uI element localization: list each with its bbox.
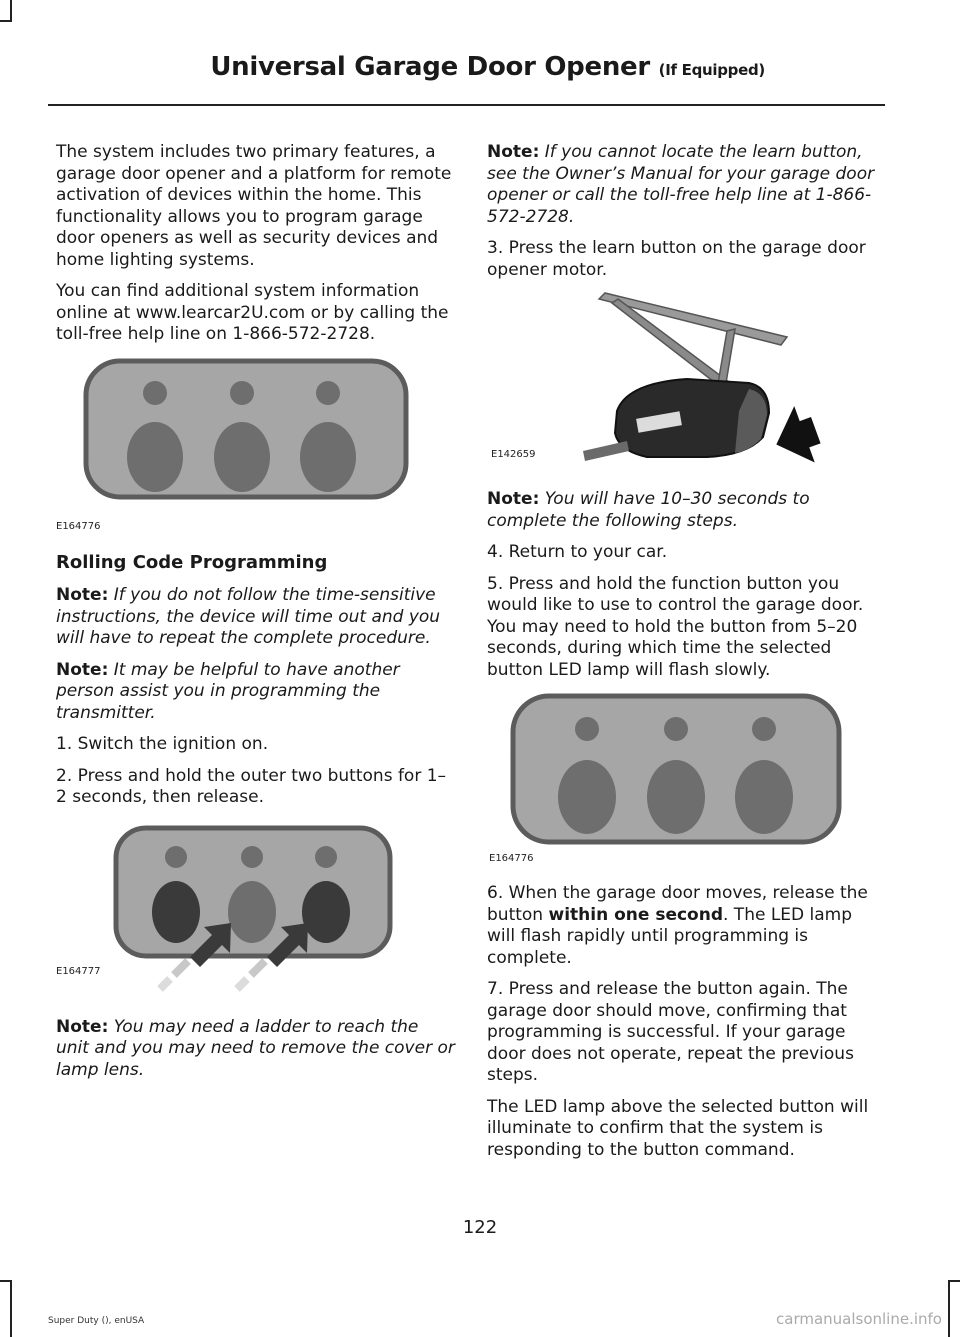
crop-mark: [10, 0, 12, 20]
led-indicator-icon: [315, 846, 337, 868]
opener-motor-illustration: [487, 291, 881, 475]
step-4: 4. Return to your car.: [487, 542, 668, 562]
arrow-pointer-icon: [766, 402, 826, 473]
crop-mark: [0, 20, 12, 22]
note-text: It may be helpful to have another person assist you in programming the transmitter.: [56, 659, 400, 723]
led-indicator-icon: [664, 717, 688, 741]
step-2: 2. Press and hold the outer two buttons for 1–2 seconds, then release.: [56, 765, 447, 807]
step-1: 1. Switch the ignition on.: [56, 734, 269, 754]
figure-code: E164776: [56, 521, 101, 532]
figure-code: E164776: [489, 852, 534, 864]
note-label: Note:: [56, 659, 109, 680]
left-column: [56, 142, 456, 1091]
led-indicator-icon: [230, 381, 254, 405]
right-column: [487, 142, 881, 1171]
crop-mark: [10, 1280, 12, 1337]
step-6-text-end: . The LED lamp will flash rapidly until programming is complete.: [487, 904, 853, 968]
crop-mark: [948, 1280, 960, 1282]
motor-unit-icon: [583, 379, 769, 461]
function-button-icon: [228, 881, 276, 943]
led-indicator-icon: [165, 846, 187, 868]
figure-keypad: [56, 356, 456, 538]
page-title-suffix: (If Equipped): [658, 61, 765, 79]
note: [56, 585, 456, 650]
function-button-icon: [647, 760, 705, 834]
note-text: You may need a ladder to reach the unit and you may need to remove the cover or lamp lens.: [56, 1016, 455, 1080]
note: [487, 489, 881, 532]
step-6-emphasis: within one second: [548, 904, 723, 925]
info-paragraph: You can find additional system information online at www.learcar2U.com or by calling the toll-free help line on 1-866-572-2728.: [56, 281, 449, 344]
note-text: If you do not follow the time-sensitive instructions, the device will time out and you will have to repeat the complete procedure.: [56, 585, 441, 648]
led-indicator-icon: [241, 846, 263, 868]
function-button-icon: [558, 760, 616, 834]
page-number: 122: [462, 1217, 498, 1238]
function-button-icon: [300, 422, 356, 492]
footer-watermark: carmanualsonline.info: [776, 1310, 942, 1328]
function-button-icon: [127, 422, 183, 492]
note: [487, 142, 881, 228]
page-title-main: Universal Garage Door Opener: [210, 52, 650, 82]
led-indicator-icon: [143, 381, 167, 405]
function-button-icon: [152, 881, 200, 943]
figure-code: E164777: [56, 966, 101, 977]
keypad-illustration: [487, 691, 881, 869]
note-label: Note:: [56, 585, 109, 605]
step-6: [487, 883, 881, 969]
figure-keypad: [487, 691, 881, 869]
function-button-icon: [214, 422, 270, 492]
crop-mark: [0, 1280, 12, 1282]
note-label: Note:: [56, 1016, 109, 1037]
note-text: You will have 10–30 seconds to complete the following steps.: [487, 489, 810, 531]
led-indicator-icon: [752, 717, 776, 741]
step-7: 7. Press and release the button again. The garage door should move, confirming that programming is successful. If your garage door does not operate, repeat the previous steps.: [487, 979, 854, 1085]
intro-paragraph: The system includes two primary features, a garage door opener and a platform for remote activation of devices within the home. This functionality allows you to program garage door openers as well as security devices and home lighting systems.: [56, 142, 452, 270]
led-indicator-icon: [575, 717, 599, 741]
keypad-press-illustration: [56, 823, 456, 1003]
step-5: 5. Press and hold the function button you would like to use to control the garage door. You may need to hold the button from 5–20 seconds, during which time the selected button LED lamp will flash slowly.: [487, 573, 864, 680]
closing-paragraph: The LED lamp above the selected button will illuminate to confirm that the system is responding to the button command.: [487, 1096, 869, 1160]
figure-code: E142659: [491, 448, 536, 460]
keypad-illustration: [56, 356, 456, 538]
note-label: Note:: [487, 489, 540, 509]
note-text: If you cannot locate the learn button, see the Owner’s Manual for your garage door opener or call the toll-free help line at 1-866-572-2728.: [487, 142, 875, 227]
figure-opener-motor: [487, 291, 881, 475]
step-3: 3. Press the learn button on the garage door opener motor.: [487, 238, 866, 280]
function-button-icon: [735, 760, 793, 834]
page-title: [210, 52, 765, 82]
section-heading: Rolling Code Programming: [56, 551, 328, 573]
led-indicator-icon: [316, 381, 340, 405]
header-rule: [48, 104, 885, 106]
note: [56, 1017, 456, 1082]
function-button-icon: [302, 881, 350, 943]
note-label: Note:: [487, 142, 540, 162]
crop-mark: [948, 1280, 950, 1337]
step-6-text: 6. When the garage door moves, release the button: [487, 883, 868, 925]
note: [56, 660, 456, 725]
footer-model: Super Duty (), enUSA: [48, 1316, 145, 1326]
figure-keypad-outer-buttons: [56, 823, 456, 1003]
